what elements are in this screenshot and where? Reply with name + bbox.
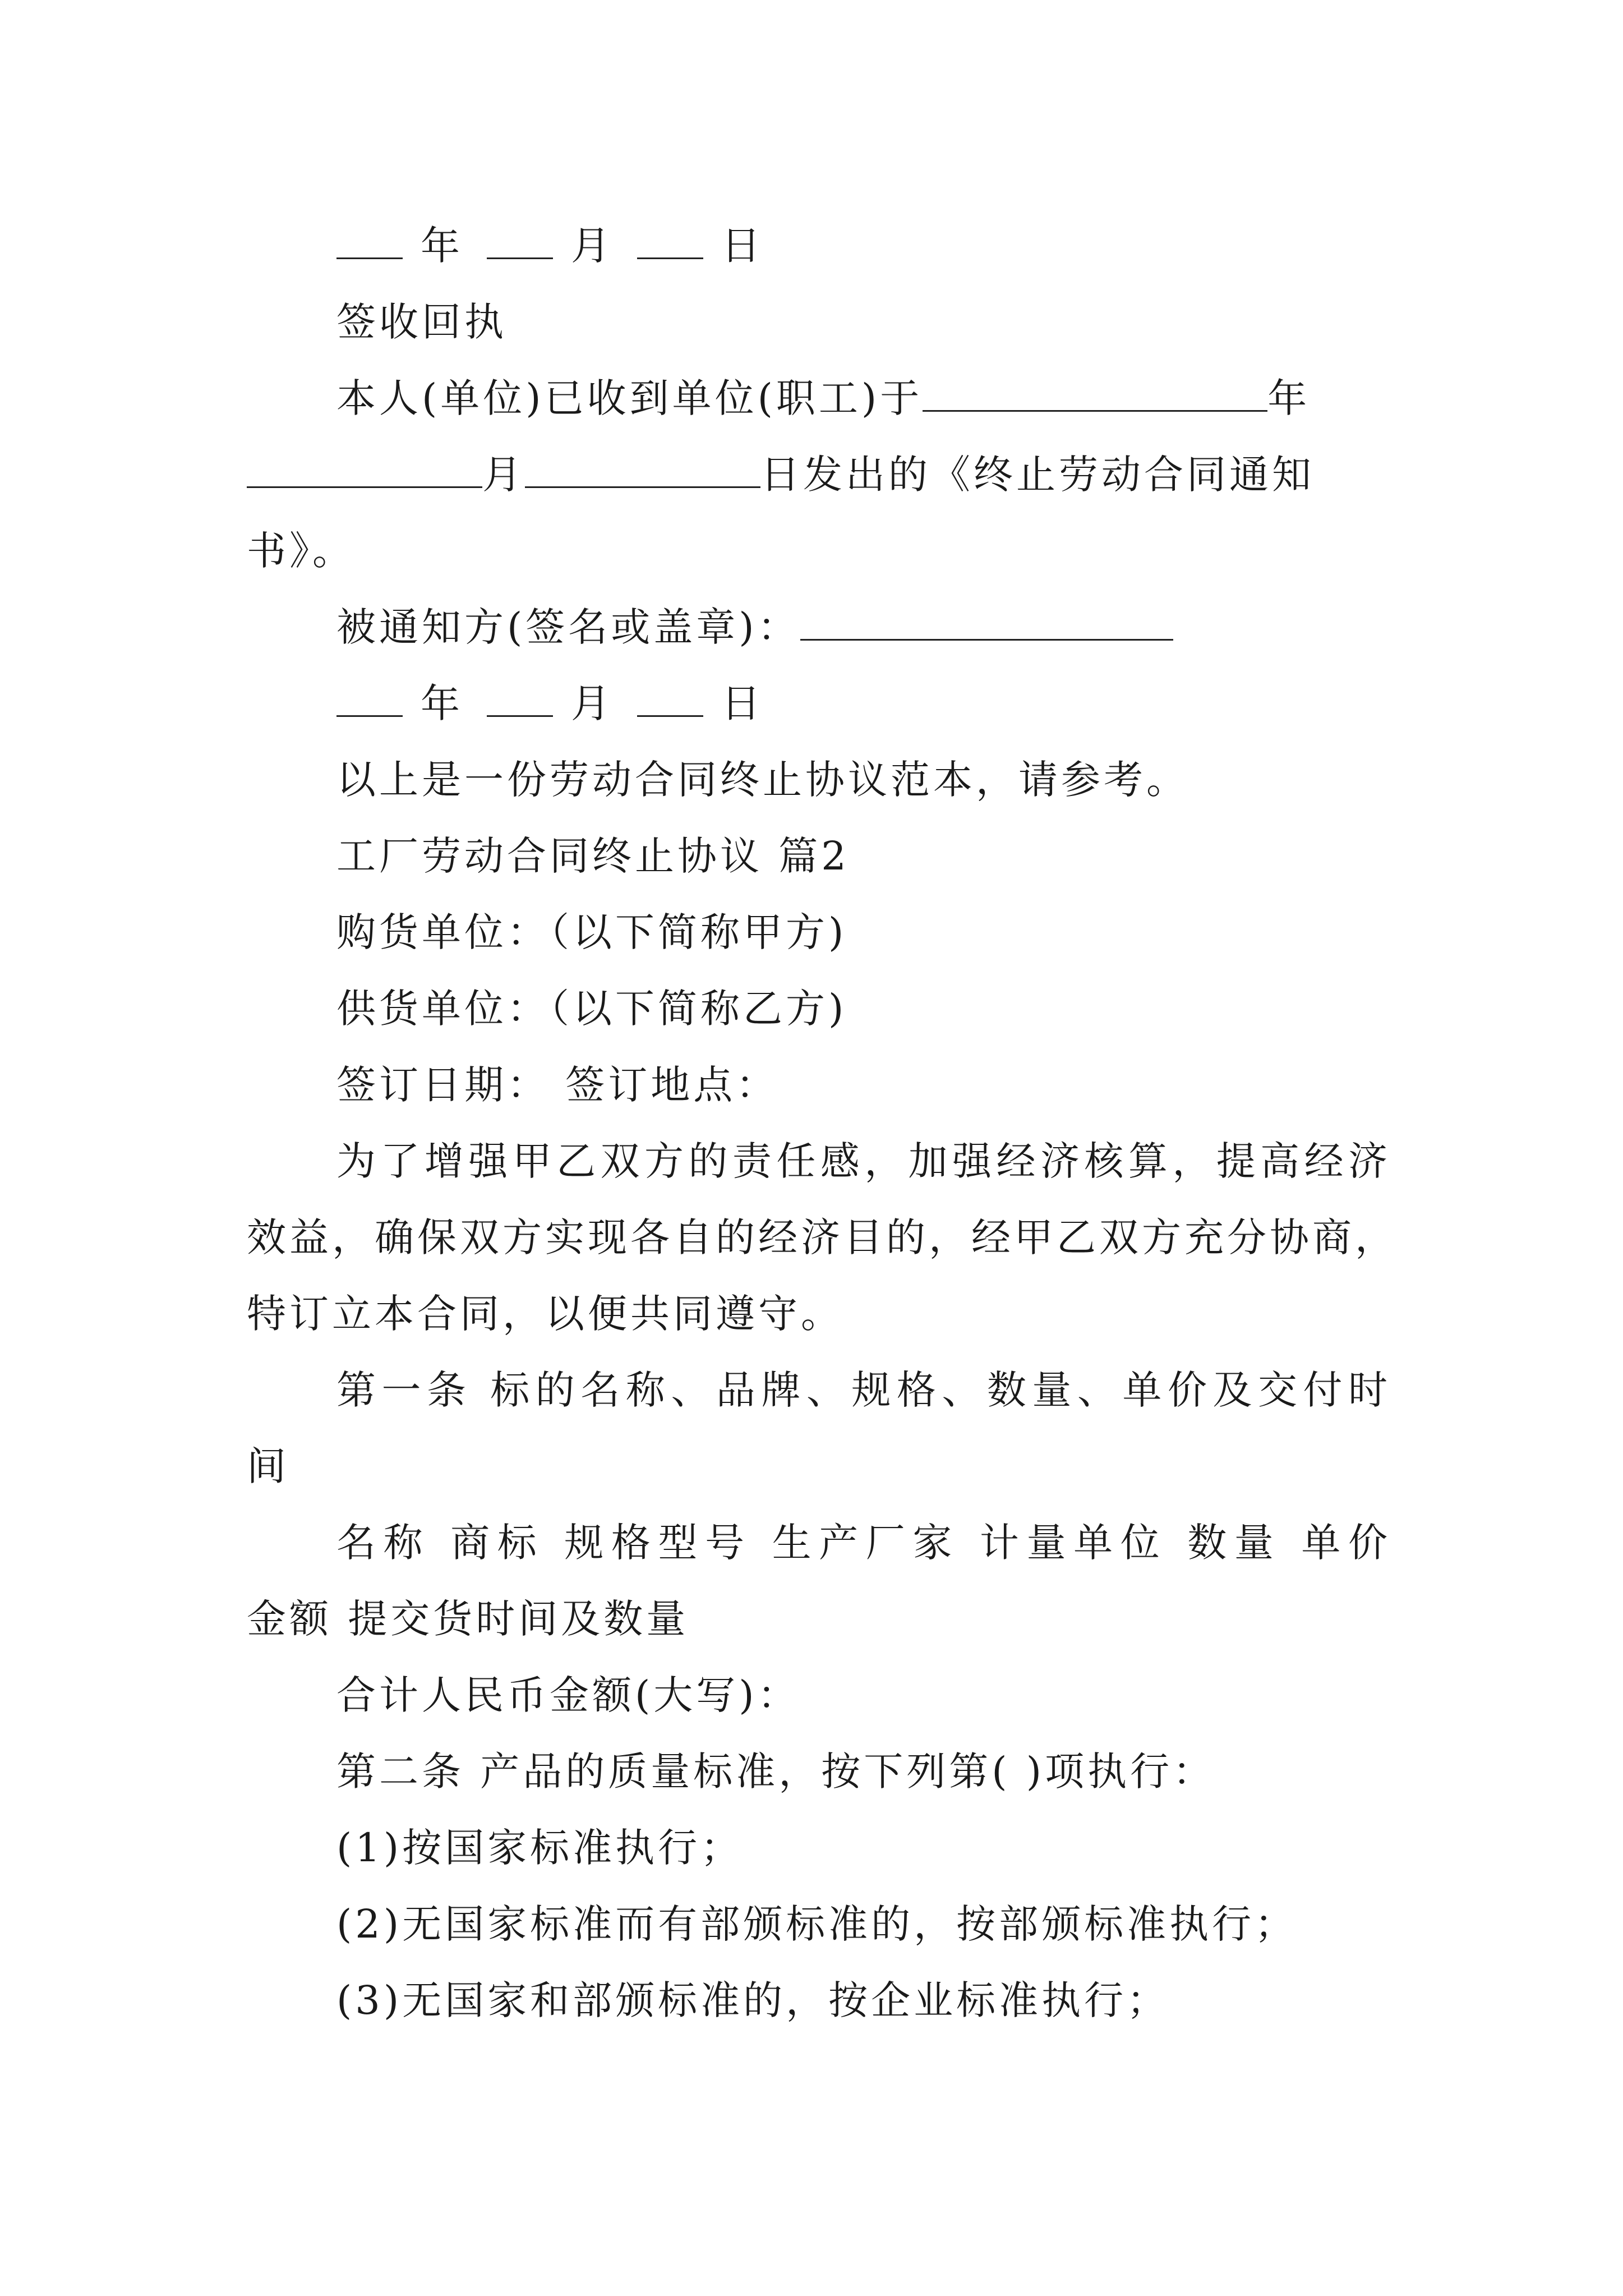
day-label: 日 [721, 680, 764, 726]
month-blank [487, 224, 553, 259]
supplier-line: 供货单位：（以下简称乙方) [336, 986, 847, 1032]
article1-line-2: 间 [247, 1443, 289, 1489]
month-label: 月 [571, 223, 614, 269]
date-row-bottom [336, 677, 1391, 730]
receipt-line-3: 书》。 [247, 528, 355, 574]
day-blank [637, 224, 703, 259]
list-item: (1)按国家标准执行； [336, 1825, 744, 1871]
signer-blank [800, 605, 1173, 641]
purpose-line-1: 为了增强甲乙双方的责任感，加强经济核算，提高经济 [336, 1138, 1391, 1184]
receipt-year-blank [923, 376, 1267, 412]
signer-line [336, 600, 1391, 654]
month-label: 月 [571, 680, 614, 726]
buyer-line: 购货单位：（以下简称甲方) [336, 909, 847, 955]
columns-line-1: 名称 商标 规格型号 生产厂家 计量单位 数量 单价 [336, 1520, 1391, 1566]
columns-line-2: 金额 提交货时间及数量 [247, 1596, 689, 1642]
sign-info-line: 签订日期： 签订地点： [336, 1062, 779, 1108]
receipt-month-label: 月 [482, 452, 525, 498]
year-blank [336, 682, 403, 717]
receipt-line-2 [247, 448, 1391, 501]
receipt-month-value-blank [247, 453, 482, 488]
list-item: (2)无国家标准而有部颁标准的，按部颁标准执行； [336, 1901, 1298, 1947]
year-blank [336, 224, 403, 259]
month-blank [487, 682, 553, 717]
receipt-year-label: 年 [1267, 375, 1311, 421]
receipt-title: 签收回执 [336, 299, 507, 345]
receipt-day-value-blank [525, 453, 760, 488]
article2-line: 第二条 产品的质量标准，按下列第( )项执行： [336, 1749, 1216, 1795]
total-line: 合计人民币金额(大写)： [336, 1672, 800, 1718]
day-blank [637, 682, 703, 717]
section-title: 工厂劳动合同终止协议 篇2 [336, 833, 850, 879]
list-item: (3)无国家和部颁标准的，按企业标准执行； [336, 1977, 1170, 2023]
day-label: 日 [721, 223, 764, 269]
year-label: 年 [421, 680, 463, 726]
purpose-line-3: 特订立本合同，以便共同遵守。 [247, 1291, 843, 1337]
date-row-top [336, 219, 1391, 273]
summary-line: 以上是一份劳动合同终止协议范本，请参考。 [336, 757, 1189, 803]
receipt-line-1 [336, 371, 1391, 425]
signer-label: 被通知方(签名或盖章)： [336, 604, 800, 650]
receipt-text-1: 本人(单位)已收到单位(职工)于 [336, 375, 923, 421]
article1-line-1: 第一条 标的名称、品牌、规格、数量、单价及交付时 [336, 1367, 1391, 1413]
purpose-line-2: 效益，确保双方实现各自的经济目的，经甲乙双方充分协商， [247, 1214, 1398, 1260]
receipt-text-2: 日发出的《终止劳动合同通知 [760, 452, 1315, 498]
year-label: 年 [421, 223, 463, 269]
